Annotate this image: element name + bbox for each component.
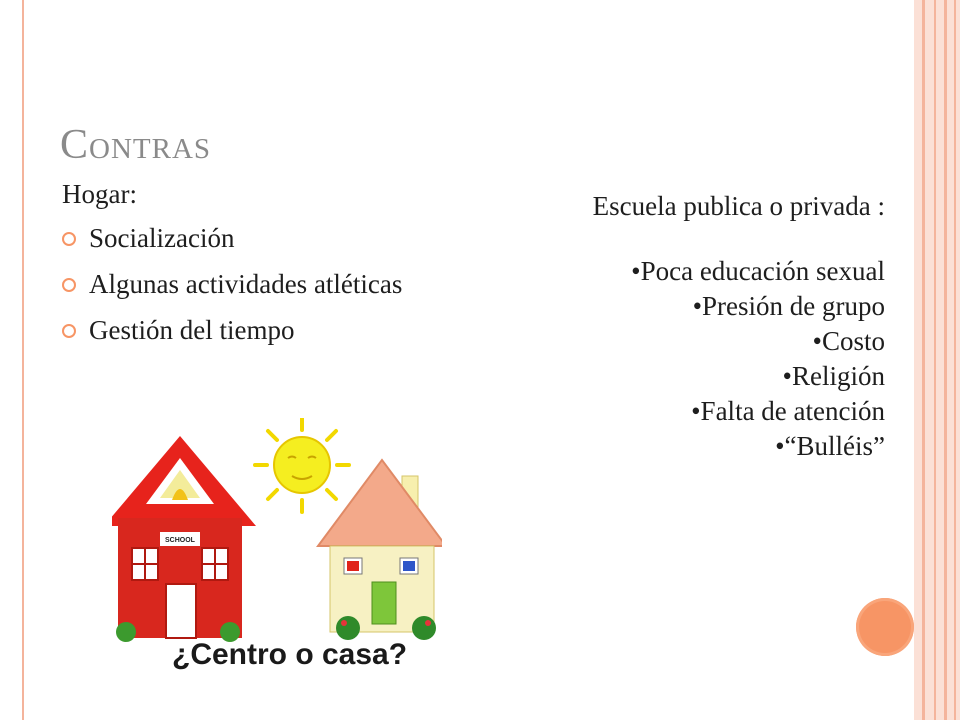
list-item: •Poca educación sexual <box>631 256 885 287</box>
left-heading: Hogar: <box>62 179 137 209</box>
left-bullet-list <box>62 222 402 360</box>
bullet-icon <box>62 232 76 246</box>
list-item: Gestión del tiempo <box>62 314 402 360</box>
right-heading: Escuela publica o privada : <box>592 191 885 221</box>
list-item: Socialización <box>62 222 402 268</box>
decorative-circle <box>856 598 914 656</box>
slide-title: Contras <box>60 122 212 168</box>
right-list <box>593 254 885 464</box>
list-item: •Costo <box>812 326 885 357</box>
frame-right-band <box>914 0 960 720</box>
bullet-icon <box>62 278 76 292</box>
illustration-caption: ¿Centro o casa? <box>172 638 408 671</box>
frame-left-line <box>22 0 24 720</box>
list-item: •Presión de grupo <box>692 291 885 322</box>
bullet-icon <box>62 324 76 338</box>
right-block <box>593 190 885 464</box>
house-building <box>318 460 442 640</box>
school-sign-text: SCHOOL <box>165 537 195 544</box>
list-item: •Falta de atención <box>691 396 885 427</box>
list-item: Algunas actividades atléticas <box>62 268 402 314</box>
sun-icon <box>255 418 349 512</box>
list-item: •Religión <box>782 361 885 392</box>
school-building <box>112 436 256 642</box>
list-item: •“Bulléis” <box>775 431 885 462</box>
